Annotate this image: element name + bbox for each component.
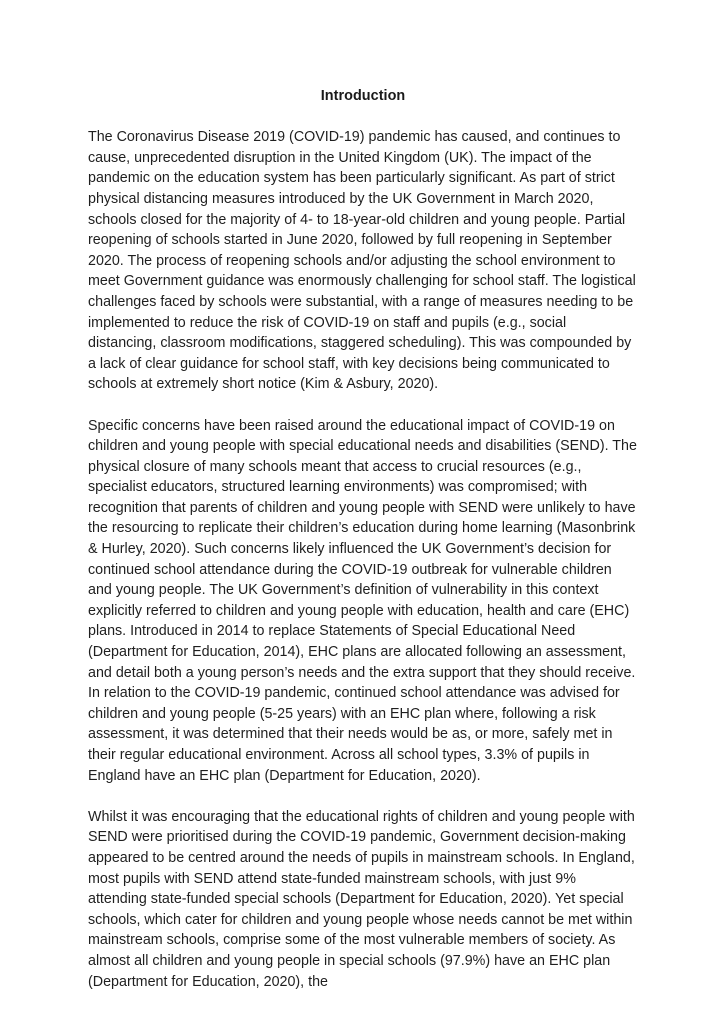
body-paragraph: Specific concerns have been raised around the educational impact of COVID-19 on children and young people with special educational needs and disabilities (SEND). The physical closure of many schools meant that access to crucial resources (e.g., specialist educators, structured learning environments) was compromised; with recognition that parents of children and young people with SEND were unlikely to have the resourcing to replicate their children’s education during home learning (Masonbrink & Hurley, 2020). Such concerns likely influenced the UK Government’s decision for continued school attendance during the COVID-19 outbreak for vulnerable children and young people. The UK Government’s definition of vulnerability in this context explicitly referred to children and young people with education, health and care (EHC) plans. Introduced in 2014 to replace Statements of Special Educational Need (Department for Education, 2014), EHC plans are allocated following an assessment, and detail both a young person’s needs and the extra support that they should receive. In relation to the COVID-19 pandemic, continued school attendance was advised for children and young people (5-25 years) with an EHC plan where, following a risk assessment, it was determined that their needs would be as, or more, safely met in their regular educational environment. Across all school types, 3.3% of pupils in England have an EHC plan (Department for Education, 2020).	[88, 417, 637, 784]
body-paragraph: The Coronavirus Disease 2019 (COVID-19) pandemic has caused, and continues to cause, unprecedented disruption in the United Kingdom (UK). The impact of the pandemic on the education system has been particularly significant. As part of strict physical distancing measures introduced by the UK Government in March 2020, schools closed for the majority of 4- to 18-year-old children and young people. Partial reopening of schools started in June 2020, followed by full reopening in September 2020. The process of reopening schools and/or adjusting the school environment to meet Government guidance was enormously challenging for school staff. The logistical challenges faced by schools were substantial, with a range of measures needing to be implemented to reduce the risk of COVID-19 on staff and pupils (e.g., social distancing, classroom modifications, staggered scheduling). This was compounded by a lack of clear guidance for school staff, with key decisions being communicated to schools at extremely short notice (Kim & Asbury, 2020).	[88, 129, 636, 393]
page-title: Introduction	[320, 88, 406, 104]
page-content	[88, 86, 638, 992]
heading-body-spacer	[88, 107, 638, 128]
body-paragraph: Whilst it was encouraging that the educational rights of children and young people with SEND were prioritised during the COVID-19 pandemic, Government decision-making appeared to be centred around the needs of pupils in mainstream schools. In England, most pupils with SEND attend state-funded mainstream schools, with just 9% attending state-funded special schools (Department for Education, 2020). Yet special schools, which cater for children and young people whose needs cannot be met within mainstream schools, comprise some of the most vulnerable members of society. As almost all children and young people in special schools (97.9%) have an EHC plan (Department for Education, 2020), the	[88, 808, 635, 990]
